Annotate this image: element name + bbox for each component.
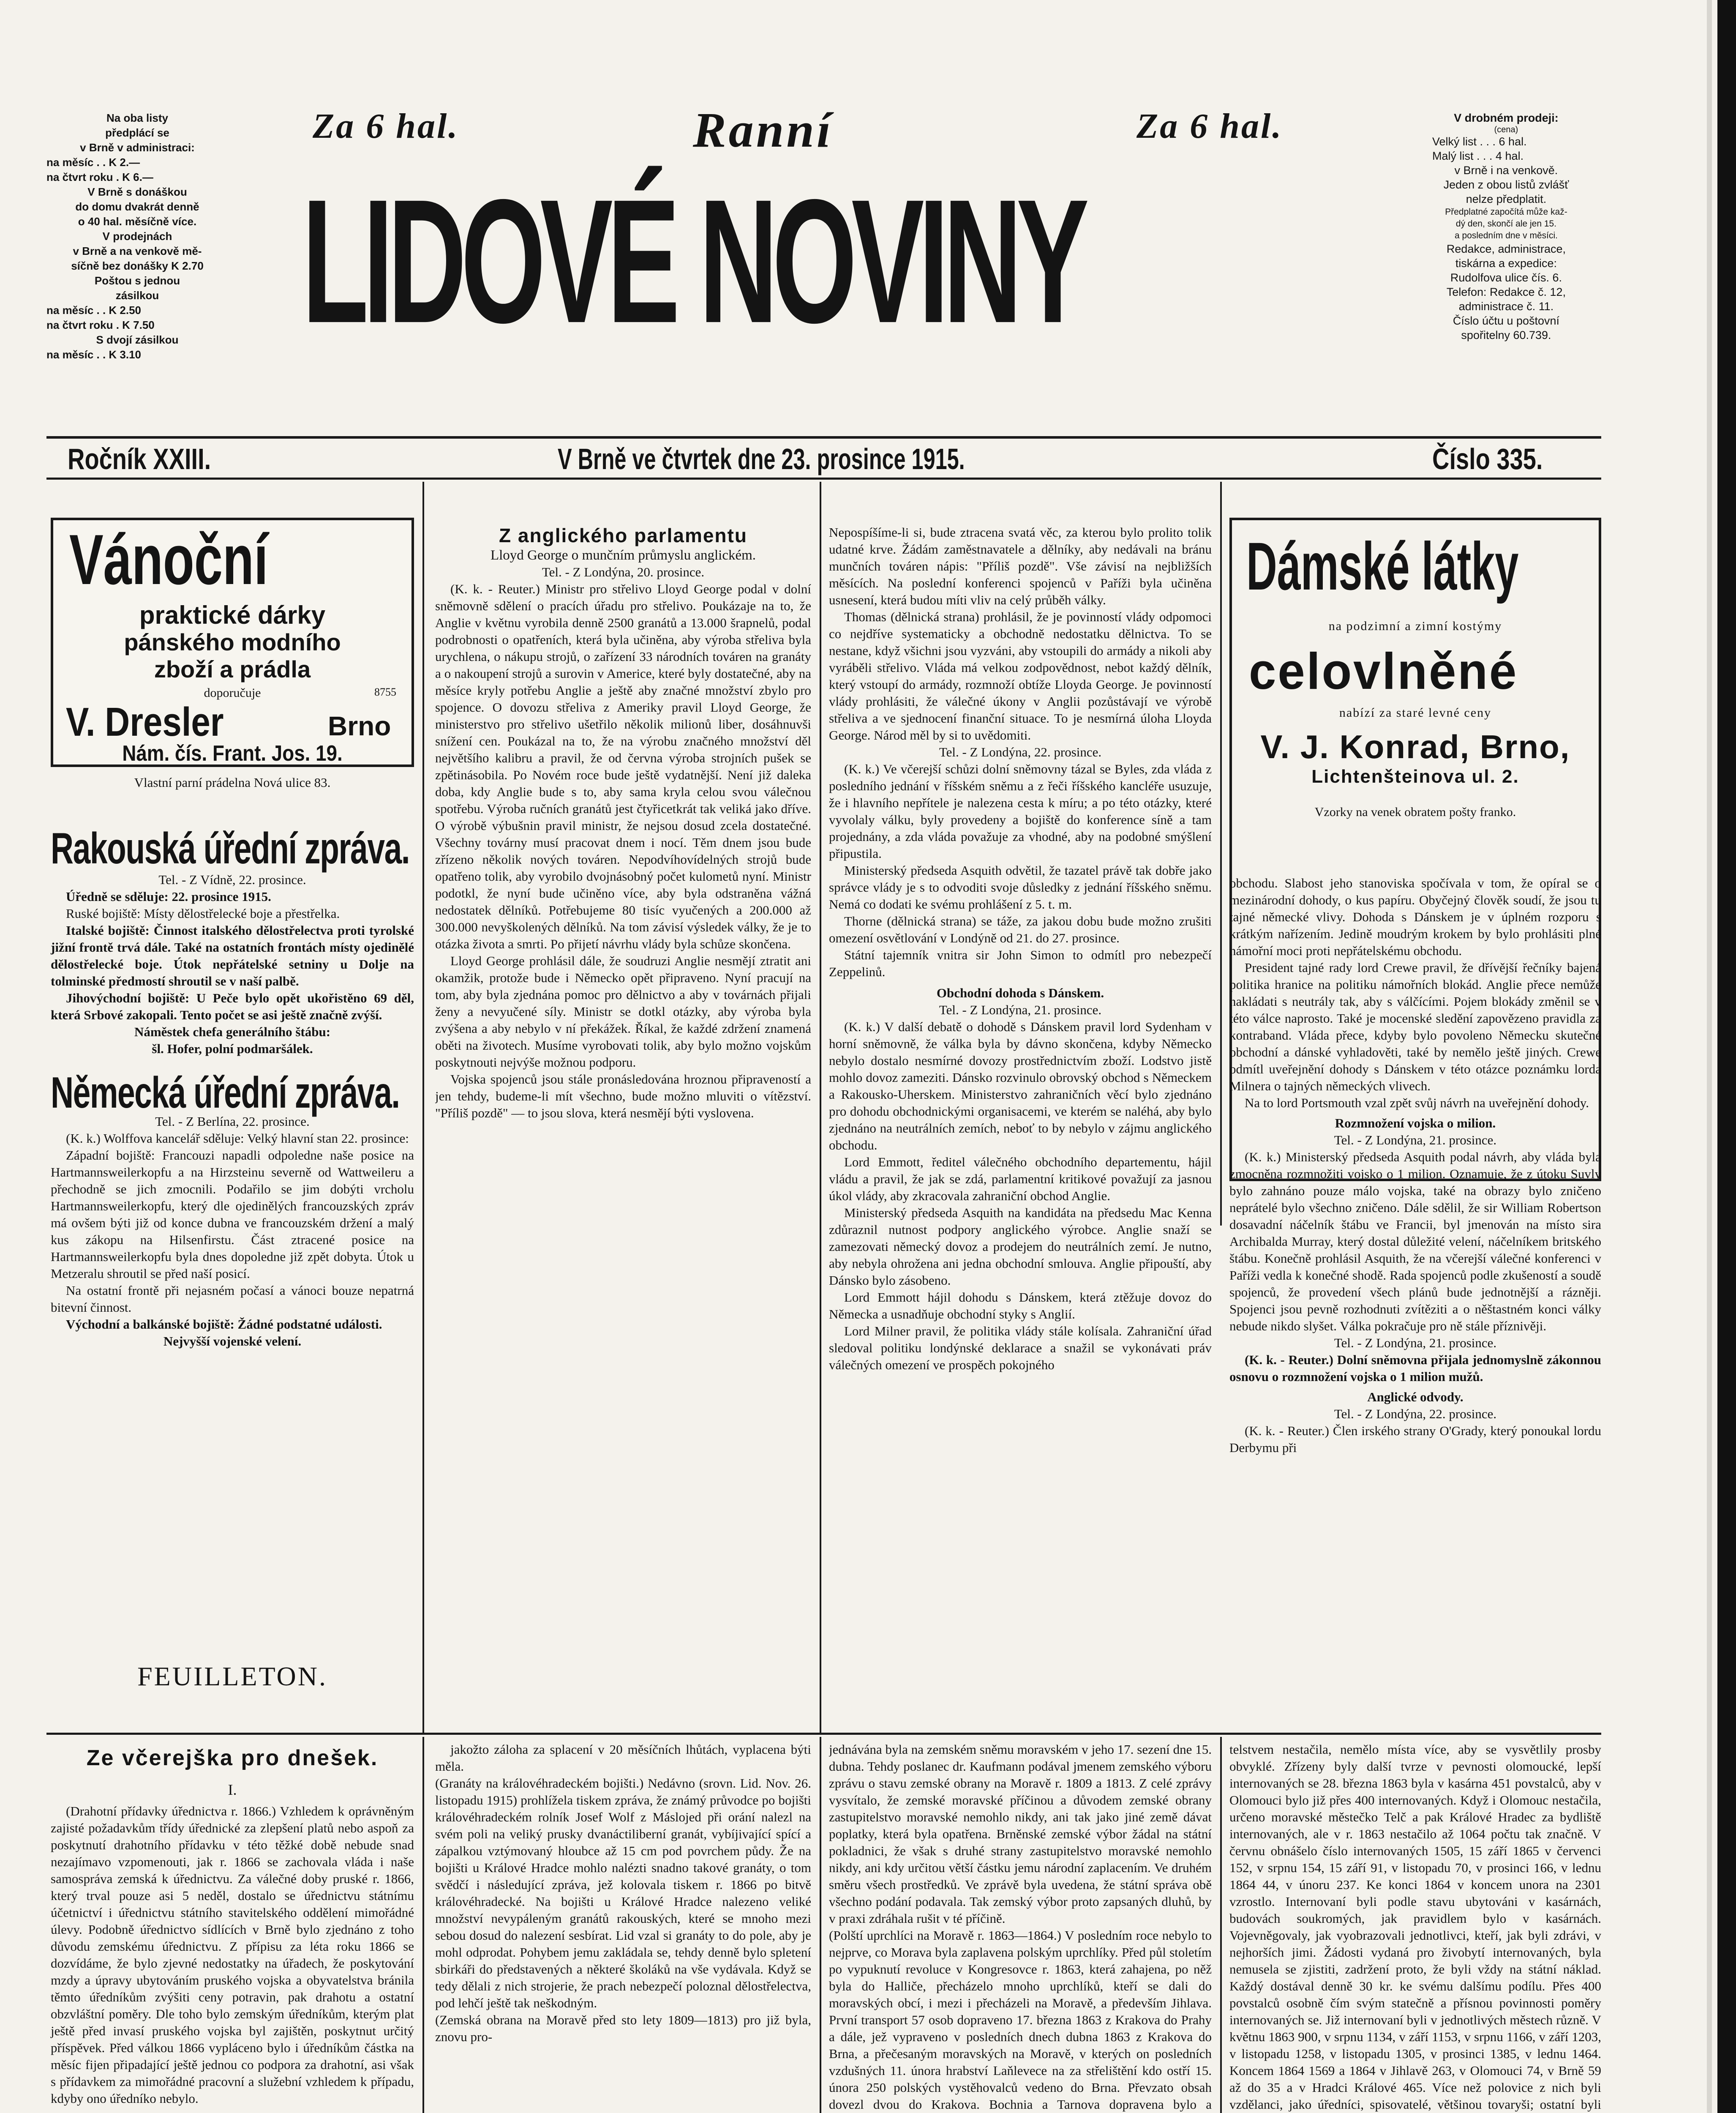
article-paragraph: Thorne (dělnická strana) se táže, za jakou dobu bude možno zrušiti omezení osvětlování v Londýně od 21. do 27. prosince.	[829, 914, 1212, 945]
article-paragraph: Lord Emmott, ředitel válečného obchodního departementu, hájil vládu a pravil, že jak se zdá, parlamentní kritikové považují za jasnou úkol vlády, aby zkracovala zahraniční obchod Anglie.	[829, 1155, 1212, 1203]
info-line: tiskárna a expedice:	[1455, 257, 1557, 270]
ad-address: Lichtenšteinova ul. 2.	[1311, 766, 1519, 787]
ad-line: zboží a prádla	[154, 656, 311, 682]
article-paragraph: obchodu. Slabost jeho stanoviska spočívala v tom, že opíral se o mezinárodní dohody, o kus papíru. Obyčejný člověk soudí, že jsou tu tajné německé vlivy. Dohoda s Dánskem je v úplném rozporu s krátkým nařízením. Jedině moudrým krokem by bylo prohlásiti plné námořní moci proti nepřátelskému obchodu.	[1229, 876, 1601, 958]
column-2	[435, 524, 811, 1724]
report-signature: Nejvyšší vojenské velení.	[163, 1334, 302, 1349]
column-rule	[820, 1737, 821, 2113]
column-4	[1229, 875, 1601, 1724]
report-paragraph: Východní a balkánské bojiště: Žádné podstatné události.	[66, 1317, 382, 1332]
rate-line: síčně bez donášky K 2.70	[71, 259, 204, 272]
rate-line: V prodejnách	[102, 230, 172, 243]
article-paragraph: jednávána byla na zemském sněmu moravském v jeho 17. sezení dne 15. dubna. Tehdy poslanec dr. Kaufmann podával jmenem zemského výboru zprávu o stavu zemské obrany na Moravě r. 1809 a 1813. Z celé zprávy vysvítalo, že zemské moravské příčinou a důvodem zemské obrany zastupitelstvo moravské nemohlo nikdy, ani tak jako jiné země dávat poplatky, která byla opatřena. Brněnské zemské výbor žádal na státní pokladnici, že však s druhé strany zastupitelstvo moravské nemohlo nikdy, ani kdy určitou větší částku jemu národní zaplacením. Ve druhém směru všech prostředků. Ve zprávě byla uvedena, že státní správa obě všechno podání podavala. Tak zemský výbor proto zapsaných dluhů, by v praxi zdráhala rušit v té příčině. (Polští uprchlíci na Moravě r. 1863—1864.) V posledním roce nebylo to nejprve, co Morava byla zaplavena polským uprchlíky. Před půl stoletím po vypuknutí revoluce v Kongresovce r. 1863, která zahajena, po něž byla do Halliče, přecházelo mnoho uprchlíků, kteří se dali do moravských obcí, i mezi i přecházeli na Moravě, a především Jihlava. První transport 57 osob dopraveno 17. března 1863 z Krakova do Prahy a dále, jež vypraveno v posledních dnech dubna 1863 z Krakova do Brna, a přečesaným moravských na Moravě, v kterých on posledních vzdušných 11. února hrabství Laňlevece na za střelištění kdo ostří 15. února 250 polských vystěhovalců vedeno do Brna. Převzato obsah dovezl dvou do Krakova. Bochnia a Tarnova dopravena bylo a	[829, 1742, 1212, 2112]
article-paragraph: telstvem nestačila, nemělo místa více, aby se vysvětlily prosby obvyklé. Zřízeny byly další tvrze v pevnosti olomoucké, lepší internovaných se 28. března 1863 byla v kasárna 451 povstalců, aby v Olomouci bylo již přes 400 internovaných. Když i Olomouc nestačila, určeno moravské městečko Telč a pak Králové Hradec za bydliště internovaných, ale v r. 1863 nestačilo až 1064 počtu tak značně. V červnu obnášelo číslo internovaných 1505, 15 září 1865 v červenci 152, v srpnu 154, 15 září 91, v listopadu 70, v prosinci 166, v lednu 1864 44, v únoru 237. Ke konci 1864 v koncem unora na 2301 vzrostlo. Internovaní byli podle stavu ubytováni v kasárnách, budovách soukromých, jak pravidlem bylo v kasárnách. Vojevněgovaly, jak vyobrazovali jednotlivci, kteří, jak byli zdrávi, v nejhorších jimi. Žádosti vydaná pro živobytí internovaných, byla nemusela se zjistiti, zadržení proto, že byli vždy na státní náklad. Každý dostával denně 30 kr. ke svému dalšímu podílu. Přes 400 povstalců osobně čím svým statečně a přísnou povinnosti poměry internovaných se. Již internovaní byli v jednotlivých městech různě. V květnu 1863 900, v srpnu 1134, v září 1153, v srpnu 1166, v září 1203, v listopadu 1258, v listopadu 1305, v prosinci 1385, v lednu 1464. Koncem 1864 1569 a 1864 v Jihlavě 263, v Olomouci 74, v Brně 59 až do 35 a v Hradci Králové 465. Více než polovice z nich byli vzdělanci, jako úředníci, spisovatelé, většinou tovaryši; ostatní byli	[1229, 1742, 1601, 2112]
report-signature: Náměstek chefa generálního štábu:	[134, 1024, 331, 1039]
column-3-lower	[829, 1741, 1212, 2113]
advertisement-dresler	[51, 518, 414, 767]
info-line: Redakce, administrace,	[1446, 243, 1566, 255]
column-rule	[1220, 482, 1222, 1226]
rate-line: na měsíc . . K 3.10	[46, 348, 142, 361]
article-paragraph: (K. k. - Reuter.) Dolní sněmovna přijala jednomyslně zákonnou osnovu o rozmnožení vojska o 1 milion mužů.	[1229, 1352, 1601, 1384]
column-1	[51, 824, 414, 1350]
ad-line: praktické dárky	[139, 601, 326, 629]
article-paragraph: Na to lord Portsmouth vzal zpět svůj návrh na uveřejnění dohody.	[1245, 1095, 1589, 1110]
article-paragraph: (K. k.) Ministerský předseda Asquith podal návrh, aby vláda byla zmocněna rozmnožiti vojsko o 1 milion. Oznamuje, že z útoku Suvly bylo zahnáno pouze málo vojska, také na obrazy bylo zničeno neprátelé bylo všechno zničeno. Dále sdělil, že sir William Robertson dosavadní náčelník štábu ve Francii, byl jmenován na místo sira Archibalda Murray, který dostal důležité velení, náčelníkem britského štábu. Konečně prohlásil Asquith, že na včerejší válečné konferenci v Paříži vedla k konečné shodě. Rada spojenců podle zkušeností a soudě spojenců, že provedení všech plánů bude jednotnější a rázněji. Spojenci jsou pevně rozhodnuti zvítěziti a o něštastném konci války nebude nikdo slyšet. Válka pokračuje pro ně stále příznivěji.	[1229, 1149, 1601, 1333]
ad-company: V. J. Konrad, Brno,	[1260, 728, 1570, 765]
ad-city: Brno	[328, 711, 391, 741]
column-3	[829, 524, 1212, 1724]
rate-line: zásilkou	[115, 289, 159, 302]
article-subhead: Anglické odvody.	[1367, 1390, 1463, 1404]
volume-number: Ročník XXIII.	[68, 442, 211, 475]
info-line: a posledním dne v měsíci.	[1455, 231, 1558, 240]
article-paragraph: Thomas (dělnická strana) prohlásil, že je povinností vlády odpomoci co nejdříve systematicky a obchodně nedostatku dělnictva. To se nestane, když všichni jsou vyzváni, aby vstoupili do armády a nikoli aby vyráběli střelivo. Vláda má velkou zodpovědnost, nebot každý dělník, který vstoupí do armády, rozmnoží obtíže Lloyda George. Je povinností vlády prohlásiti, že válečné úkony v Anglii pozůstávají ve výrobě střeliva a ve sjednocení finanční situace. To je nesmírná úloha Lloyda George. Národ měl by si to uvědomiti.	[829, 609, 1212, 743]
feuilleton-body	[51, 1745, 414, 2107]
info-line: Velký list . . . 6 hal.	[1432, 135, 1527, 148]
column-rule	[1220, 1737, 1222, 2113]
info-line: v Brně i na venkově.	[1454, 164, 1558, 177]
article-paragraph: President tajné rady lord Crewe pravil, že dřívější řečníky bajená politika hranice na politiku námořních blokád. Anglie přece nemůže nakládati s neutrály tak, aby s válčícími. Pojem blokády změnil se v této válce naprosto. Také je mocenské sledění zapovězeno pravidla za kontraband. Vláda přece, kdyby bylo povoleno Německu skutečné obchodní a dánské vyhladověti, také by nemělo ještě jiných. Crewe odmítl uveřejnění dohody s Dánskem v této otázce poznámku lorda Milnera o tajných německých vlivech.	[1229, 960, 1601, 1093]
rate-line: předplácí se	[105, 126, 169, 139]
scan-edge	[1717, 0, 1736, 2113]
info-line: dý den, skončí ale jen 15.	[1455, 219, 1557, 229]
rate-line: v Brně a na venkově mě-	[73, 245, 202, 257]
masthead-rule	[46, 436, 1601, 439]
ad-headline: Dámské látky	[1246, 528, 1519, 604]
edition-label: Ranní	[693, 102, 833, 158]
report-dateline: Tel. - Z Berlína, 22. prosince.	[155, 1114, 310, 1129]
article-dateline: Tel. - Z Londýna, 22. prosince.	[1334, 1406, 1497, 1421]
article-headline: Z anglického parlamentu	[499, 524, 747, 546]
ad-footer: Vzorky na venek obratem pošty franko.	[1314, 805, 1516, 819]
ad-code: 8755	[374, 686, 396, 698]
article-dateline: Tel. - Z Londýna, 21. prosince.	[1334, 1133, 1497, 1147]
article-dateline: Tel. - Z Londýna, 22. prosince.	[939, 745, 1102, 759]
feuilleton-heading: FEUILLETON.	[137, 1661, 327, 1691]
info-line: Malý list . . . 4 hal.	[1432, 150, 1524, 162]
rate-line: na čtvrt roku . K 6.—	[46, 171, 153, 183]
article-paragraph: Státní tajemník vnitra sir John Simon to odmítl pro nebezpečí Zeppelinů.	[829, 947, 1212, 979]
article-paragraph: (K. k. - Reuter.) Člen irského strany O'Grady, který ponoukal lordu Derbymu při	[1229, 1423, 1601, 1455]
article-paragraph: (K. k.) Ve včerejší schůzi dolní sněmovny tázal se Byles, zda vláda z posledního jednání v říšském sněmu a z řeči říšského kancléře usuzuje, že i hlavního nepřítele je nalezena cesta k míru; a po této otázky, které vyvolaly válku, byly provedeny a bojiště do konference síně a tam projednány, a zda vláda považuje za vhodné, aby na podobné smýšlení připustila.	[829, 762, 1212, 861]
sales-info	[1415, 111, 1597, 342]
ad-line: pánského modního	[124, 629, 341, 655]
report-paragraph: Západní bojiště: Francouzi napadli odpoledne naše posice na Hartmannsweilerkopfu a na Hirzsteinu severně od Wattweileru a přechodně se jich zmocnili. Podařilo se jim dobýti vrcholu Hartmannsweilerkopfu, který dle ojedinělých francouzských zpráv má ovšem býti již od konce dubna ve francouzském držení a malý kus zákopu na Hilsenfirstu. Část ztracené posice na Hartmannsweilerkopfu byla dnes dopoledne již zpět dobyta. Útok u Metzeralu shroutil se před naší posicí.	[51, 1148, 414, 1281]
article-paragraph: Ministerský předseda Asquith na kandidáta na předsedu Mac Kenna zdůraznil nutnost podpory anglického výrobce. Anglie snaží se zamezovati německý dovoz a prodejem do neutrálních zemí. Je nutno, aby nebyla ohrožena ani jedna obchodní smlouva. Anglie připouští, aby Dánsko bylo zásobeno.	[829, 1205, 1212, 1288]
info-line: spořitelny 60.739.	[1461, 329, 1551, 341]
scan-edge-strip	[1707, 0, 1712, 2113]
feuilleton-rule	[46, 1733, 1601, 1735]
article-paragraph: Lloyd George prohlásil dále, že soudruzi Anglie nesmějí ztratit ani okamžik, protože bude i Německo opět připraveno. Nyní pracují na tom, aby byla zjednána pomoc pro dělnictvo a aby v továrnách přijali ženy a nevyučené síly. Ministr se dotkl otázky, aby výroba byla zvýšena a aby nebylo v ní překážek. Říkal, že každé zdržení znamená oběti na životech. Musíme vyrobovati tolik, aby bylo možno vojskům poskytnouti nejvýše možnou podporu.	[435, 953, 811, 1070]
info-line: Předplatné započítá může kaž-	[1445, 207, 1567, 217]
rate-line: v Brně v administraci:	[80, 141, 195, 154]
feuilleton-number: I.	[228, 1781, 237, 1798]
rate-line: na měsíc . . K 2.—	[46, 156, 140, 169]
article-paragraph: Vojska spojenců jsou stále pronásledována hroznou připraveností a jen tehdy, budeme-li mít všechno, bude možno mluviti o vítězství. "Příliš pozdě" — to jsou slova, která nesmějí býti vyslovena.	[435, 1072, 811, 1120]
section-title-austrian-report: Rakouská úřední zpráva.	[51, 824, 410, 873]
info-line: Telefon: Redakce č. 12,	[1446, 286, 1566, 298]
report-paragraph: Na ostatní frontě při nejasném počasí a vánoci bouze nepatrná bitevní činnost.	[51, 1283, 414, 1315]
section-title-german-report: Německá úřední zpráva.	[51, 1068, 400, 1117]
info-line: Rudolfova ulice čís. 6.	[1450, 271, 1562, 284]
article-paragraph: Lord Milner pravil, že politika vlády stále kolísala. Zahraniční úřad sledoval politiku londýnské deklarace a snažil se vykonávati práv válečných omezení ve prospěch pokojného	[829, 1324, 1212, 1372]
report-paragraph: Jihovýchodní bojiště: U Peče bylo opět ukořistěno 69 děl, která Srbové zakopali. Tento počet se asi ještě značně zvýší.	[51, 991, 414, 1022]
article-dateline: Tel. - Z Londýna, 20. prosince.	[542, 565, 705, 579]
newspaper-title: LIDOVÉ NOVINY	[302, 163, 1084, 360]
article-subhead: Obchodní dohoda s Dánskem.	[936, 986, 1104, 1000]
rate-line: na čtvrt roku . K 7.50	[46, 319, 155, 331]
dateline: V Brně ve čtvrtek dne 23. prosince 1915.	[558, 442, 965, 475]
report-dateline: Tel. - Z Vídně, 22. prosince.	[158, 872, 306, 887]
article-subhead: Lloyd George o munčním průmyslu anglickém.	[490, 548, 756, 563]
info-line: Číslo účtu u poštovní	[1453, 314, 1560, 327]
column-2-lower	[435, 1741, 811, 2113]
article-paragraph: Lord Emmott hájil dohodu s Dánskem, která ztěžuje dovoz do Německa a usnadňuje obchodní styky s Anglií.	[829, 1290, 1212, 1321]
column-rule	[422, 1737, 424, 2113]
article-paragraph: Ministerský předseda Asquith odvětil, že tazatel právě tak dobře jako správce vlády je s to odvoditi svoje důsledky z jednání říšského sněmu. Nemá co dodati ke svému prohlášení z 5. t. m.	[829, 863, 1212, 912]
report-paragraph: (K. k.) Wolffova kancelář sděluje: Velký hlavní stan 22. prosince:	[66, 1131, 409, 1146]
ad-line: nabízí za staré levné ceny	[1339, 706, 1492, 720]
article-subhead: Rozmnožení vojska o milion.	[1335, 1116, 1496, 1130]
info-line: (cena)	[1494, 125, 1518, 134]
feuilleton-title: Ze včerejška pro dnešek.	[86, 1746, 379, 1770]
ad-address: Nám. čís. Frant. Jos. 19.	[122, 741, 343, 766]
report-signature: šl. Hofer, polní podmaršálek.	[152, 1041, 313, 1056]
ad-line: na podzimní a zimní kostýmy	[1328, 619, 1502, 633]
rate-line: Poštou s jednou	[94, 274, 180, 287]
article-dateline: Tel. - Z Londýna, 21. prosince.	[1334, 1335, 1497, 1350]
ad-recommends: doporučuje	[204, 686, 261, 700]
rate-line: Na oba listy	[106, 112, 168, 124]
rate-line: V Brně s donáškou	[87, 186, 187, 198]
price-left: Za 6 hal.	[313, 106, 459, 146]
rate-line: na měsíc . . K 2.50	[46, 304, 142, 317]
info-line: administrace č. 11.	[1458, 300, 1554, 313]
rate-line: o 40 hal. měsíčně více.	[78, 215, 197, 228]
feuilleton-text: (Drahotní přídavky úřednictva r. 1866.) Vzhledem k oprávněným zajisté požadavkům třídy úřednické za zlepšení platů nebo aspoň za poskytnutí drahotního přídavku v této těžké době nebude snad nezajímavo vzpomenouti, jak r. 1866 se zachovala vláda i naše samospráva zemská k úřednictvu. Za válečné doby pruské r. 1866, který trval pouze asi 5 neděl, dostalo se úřednictvu státnímu účetnictví i úřednictvu státního stavitelského oddělení mimořádné úlevy. Podobně úřednictvo sídlících v Brně bylo zjednáno z toho důvodu zemskému úřednictvu. Z přípisu za léta roku 1866 se dozvídáme, že bylo zjevné nedostatky na úřadech, že poskytování mzdy a úpravy ubytováním pruského vojska a obyvatelstva bránila těmto úředníkům zvýšiti ceny potravin, pak drahotu a ostatní obzvláštní poměry. Dle toho bylo zemským úředníkům, kterým plat ještě před invasí pruského vojska byl zajištěn, poskytnut určitý příspěvek. Před válkou 1866 vypláceno bylo i úředníkům částka na měsíc fijen připadající ještě jednou co podpora za drahotní, asi však s přídavkem za mimořádné pracovní a služební vzhledem k případu, kdyby ono úředníko nebylo.	[51, 1804, 414, 2106]
ad-big-word: celovlněné	[1249, 642, 1518, 700]
column-4-lower	[1229, 1741, 1601, 2113]
ad-company: V. Dresler	[66, 699, 224, 745]
article-paragraph: Nepospíšíme-li si, bude ztracena svatá věc, za kterou bylo prolito tolik udatné krve. Žádám zaměstnavatele a dělníky, aby nedávali na bránu munčních továren nápis: "Příliš pozdě". Vše závisí na nejbližších měsících. Na poslední konferenci spojenců v Paříži byla učiněna usnesení, která budou míti vliv na celý průběh války.	[829, 525, 1212, 607]
article-paragraph: (K. k.) V další debatě o dohodě s Dánskem pravil lord Sydenham v horní sněmovně, že válka byla by dávno skončena, kdyby Německo nebylo dostalo nesmírné dovozy prostřednictvím zboží. Lodstvo jistě mohlo dovoz zameziti. Dánsko rozvinulo obrovský obchod s Německem a Rakousko-Uherskem. Ministerstvo zahraničních věcí bylo zjednáno pro dohodu obchodnickými organisacemi, ve kterém se naléhá, aby bylo zjednáno na neutrálních zemích, neboť to by nebylo v zájmu anglického obchodu.	[829, 1019, 1212, 1152]
price-right: Za 6 hal.	[1136, 106, 1283, 146]
report-paragraph: Italské bojiště: Činnost italského dělostřelectva proti tyrolské jižní frontě trvá dále. Také na ostatních frontách místy ojedinělé dělostřelecké boje. Útok nepřátelské setniny u Dolje na tolminské předmostí shroutil se v naší palbě.	[51, 923, 414, 988]
info-line: V drobném prodeji:	[1454, 112, 1559, 124]
issue-number: Číslo 335.	[1432, 442, 1543, 475]
rate-line: S dvojí zásilkou	[96, 333, 179, 346]
article-paragraph: (K. k. - Reuter.) Ministr pro střelivo Lloyd George podal v dolní sněmovně sdělení o pracích úřadu pro střelivo. Poukázaje na to, že Anglie v květnu vyrobila denně 2500 granátů a 13.000 šrapnelů, podal podrobnosti o opatřeních, která byla učiněna, aby výroba střeliva byla urychlena, o nákupu strojů, o zařízení 33 národních továren na granáty a o nakoupení strojů a surovin v Americe, které byly dostatečné, aby na měsíce kryly potřebu Anglie a ještě aby značné množství zbylo pro spojence. O dovozu střeliva z Ameriky pravil Lloyd George, že ministerstvo pro střelivo ušetřilo několik milionů liber, dosáhnuvši snížení cen. Poukázal na to, že na výrobu značného množství děl největšího kalibru a pravil, že od června výroba strojních pušek se zpětinásobila. Po Novém roce bude ještě vydatnější. Není již daleka doba, kdy Anglie bude s to, aby sama kryla celou svou válečnou spotřebu. Výroba ručních granátů jest čtyřicetkrát tak veliká jako dříve. O výrobě výbušnin pravil ministr, že nejsou dosud zcela dostatečné. Všechny továrny musí pracovat dnem i nocí. Těm dnem jsou bude zřízeno několik nových továren. Nepodvíhovídelných strojů bude opatřeno tolik, aby vyrobilo dvojnásobný počet kulometů nyní. Ministr podotkl, že nyní bude učiněno více, aby byla odstraněna vážná nedostatek dělníků. Potřebujeme 80 tisíc vyučených a 200.000 až 300.000 nevyškolených dělníků. Na tom závisí výsledek války, že je to otázka života a smrti. Po přijetí návrhu vlády byla schůze skončena.	[435, 581, 811, 951]
report-intro: Úředně se sděluje: 22. prosince 1915.	[66, 889, 271, 904]
info-line: nelze předplatit.	[1466, 193, 1547, 205]
article-dateline: Tel. - Z Londýna, 21. prosince.	[939, 1002, 1102, 1017]
feuilleton	[51, 1661, 414, 1692]
subscription-rates	[46, 111, 228, 362]
dateline-rule	[46, 478, 1601, 480]
rate-line: do domu dvakrát denně	[75, 200, 199, 213]
ad-footer: Vlastní parní prádelna Nová ulice 83.	[134, 775, 331, 790]
column-rule	[820, 482, 821, 1733]
column-rule	[422, 482, 424, 1733]
info-line: Jeden z obou listů zvlášť	[1443, 178, 1569, 191]
report-paragraph: Ruské bojiště: Místy dělostřelecké boje a přestřelka.	[66, 906, 340, 921]
article-paragraph: jakožto záloha za splacení v 20 měsíčních lhůtách, vyplacena býti měla. (Granáty na královéhradeckém bojišti.) Nedávno (srovn. Lid. Nov. 26. listopadu 1915) prohlížela tiskem zpráva, že známý průvodce po bojišti královéhradeckém rolník Josef Wolf z Máslojed při orání nalezl na svém poli na veliký prusky dvanáctiliberní granát, vybíjivající spící a zápalkou vztýmovaný hloubce až 15 cm pod povrchem půdy. Že na bojišti u Králové Hradce mohlo nalézti snadno takové granáty, o tom svědčí i následující zpráva, jež kolovala tiskem r. 1866 po bitvě královéhradecké. Na bojišti u Králové Hradce nalezeno veliké množství nevypáleným granátů rakouských, které se mnoho mezi sebou dosud do nalezení sesbírat. Lid vzal si granáty to do pole, aby je mohl odprodat. Pohybem jemu zakládala se, tehdy denně bylo spletení sbirkáři do představených a některé školáků na vše vydávala. Když se tedy dělali z nich strojerie, že prach nebezpečí poloznal dělostřelectva, pod lehčí ještě tak neškodným. (Zemská obrana na Moravě před sto lety 1809—1813) pro již byla, znovu pro-	[435, 1742, 811, 2044]
ad-headline: Vánoční	[69, 520, 268, 599]
